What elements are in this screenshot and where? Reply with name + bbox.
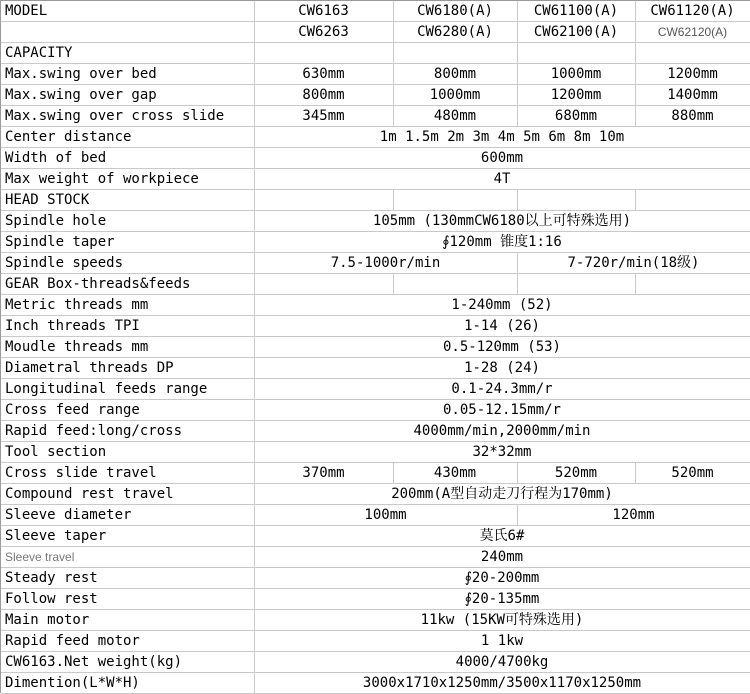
row-value: 370mm [254, 463, 393, 484]
model-cw6180a: CW6180(A) [393, 1, 517, 22]
empty-cell [393, 190, 517, 211]
row-value: 3000x1710x1250mm/3500x1170x1250mm [254, 673, 750, 694]
row-label: Max.swing over cross slide [1, 106, 254, 127]
row-value: 1m 1.5m 2m 3m 4m 5m 6m 8m 10m [254, 127, 750, 148]
empty-cell [393, 43, 517, 64]
row-value: ∮20-135mm [254, 589, 750, 610]
section-capacity: CAPACITY [1, 43, 254, 64]
row-value: 0.05-12.15mm/r [254, 400, 750, 421]
row-label: Max.swing over bed [1, 64, 254, 85]
table-row [1, 64, 750, 85]
row-value: 1-14 (26) [254, 316, 750, 337]
table-row [1, 652, 750, 673]
row-value: 430mm [393, 463, 517, 484]
row-value: 1-240mm (52) [254, 295, 750, 316]
empty-cell [1, 22, 254, 43]
row-label: Metric threads mm [1, 295, 254, 316]
row-value: 11kw (15KW可特殊选用) [254, 610, 750, 631]
empty-cell [393, 274, 517, 295]
row-value: 1-28 (24) [254, 358, 750, 379]
row-label: Center distance [1, 127, 254, 148]
empty-cell [635, 43, 750, 64]
table-row [1, 589, 750, 610]
row-label: Main motor [1, 610, 254, 631]
table-row [1, 484, 750, 505]
table-row [1, 148, 750, 169]
row-label: Sleeve diameter [1, 505, 254, 526]
row-label: Follow rest [1, 589, 254, 610]
row-value: 240mm [254, 547, 750, 568]
table-row [1, 106, 750, 127]
model-cw62100a: CW62100(A) [517, 22, 635, 43]
row-label: Sleeve travel [1, 547, 254, 568]
row-value: 32*32mm [254, 442, 750, 463]
model-cw6163: CW6163 [254, 1, 393, 22]
row-value: 0.5-120mm (53) [254, 337, 750, 358]
table-row [1, 211, 750, 232]
row-value: 880mm [635, 106, 750, 127]
table-row [1, 127, 750, 148]
table-row [1, 442, 750, 463]
row-label: Tool section [1, 442, 254, 463]
model-label: MODEL [1, 1, 254, 22]
table-row [1, 610, 750, 631]
empty-cell [254, 190, 393, 211]
row-value: 0.1-24.3mm/r [254, 379, 750, 400]
row-value: 200mm(A型自动走刀行程为170mm) [254, 484, 750, 505]
row-value: ∮20-200mm [254, 568, 750, 589]
header-row-2 [1, 22, 750, 43]
row-label: Diametral threads DP [1, 358, 254, 379]
section-row [1, 274, 750, 295]
row-value: 345mm [254, 106, 393, 127]
row-value: 800mm [254, 85, 393, 106]
row-label: Dimention(L*W*H) [1, 673, 254, 694]
row-value: 1400mm [635, 85, 750, 106]
table-row [1, 526, 750, 547]
table-row [1, 358, 750, 379]
empty-cell [254, 274, 393, 295]
table-row [1, 85, 750, 106]
row-label: CW6163.Net weight(kg) [1, 652, 254, 673]
table-row [1, 631, 750, 652]
table-row [1, 316, 750, 337]
table-row [1, 253, 750, 274]
row-value: 4T [254, 169, 750, 190]
model-cw6280a: CW6280(A) [393, 22, 517, 43]
empty-cell [635, 190, 750, 211]
row-value: 120mm [517, 505, 750, 526]
table-row [1, 295, 750, 316]
table-row [1, 505, 750, 526]
row-value: 800mm [393, 64, 517, 85]
row-label: Width of bed [1, 148, 254, 169]
row-label: Max.swing over gap [1, 85, 254, 106]
empty-cell [517, 43, 635, 64]
row-value: 1000mm [393, 85, 517, 106]
row-value: 100mm [254, 505, 517, 526]
row-label: Longitudinal feeds range [1, 379, 254, 400]
row-value: 7-720r/min(18级) [517, 253, 750, 274]
row-label: Sleeve taper [1, 526, 254, 547]
empty-cell [517, 274, 635, 295]
empty-cell [635, 274, 750, 295]
row-value: 600mm [254, 148, 750, 169]
row-label: Moudle threads mm [1, 337, 254, 358]
section-head-stock: HEAD STOCK [1, 190, 254, 211]
empty-cell [254, 43, 393, 64]
row-value: 630mm [254, 64, 393, 85]
table-row [1, 232, 750, 253]
row-label: Rapid feed:long/cross [1, 421, 254, 442]
row-value: 莫氏6# [254, 526, 750, 547]
section-row [1, 190, 750, 211]
row-value: 480mm [393, 106, 517, 127]
row-label: Cross feed range [1, 400, 254, 421]
model-cw6263: CW6263 [254, 22, 393, 43]
row-value: 1200mm [635, 64, 750, 85]
row-label: Compound rest travel [1, 484, 254, 505]
model-cw61120a: CW61120(A) [635, 1, 750, 22]
lathe-spec-table [1, 1, 750, 694]
row-value: 7.5-1000r/min [254, 253, 517, 274]
section-row [1, 43, 750, 64]
row-label: Spindle taper [1, 232, 254, 253]
row-label: Spindle speeds [1, 253, 254, 274]
row-value: 1 1kw [254, 631, 750, 652]
table-row [1, 379, 750, 400]
model-cw62120a: CW62120(A) [635, 22, 750, 43]
row-value: 680mm [517, 106, 635, 127]
table-row [1, 421, 750, 442]
table-row [1, 673, 750, 694]
row-label: Rapid feed motor [1, 631, 254, 652]
table-row [1, 463, 750, 484]
row-value: 1200mm [517, 85, 635, 106]
table-row [1, 337, 750, 358]
row-value: 4000/4700kg [254, 652, 750, 673]
section-gear-box: GEAR Box-threads&feeds [1, 274, 254, 295]
row-label: Spindle hole [1, 211, 254, 232]
row-label: Max weight of workpiece [1, 169, 254, 190]
row-value: 520mm [517, 463, 635, 484]
table-row [1, 568, 750, 589]
table-row [1, 169, 750, 190]
row-label: Cross slide travel [1, 463, 254, 484]
row-value: 1000mm [517, 64, 635, 85]
header-row-1 [1, 1, 750, 22]
table-row [1, 400, 750, 421]
empty-cell [517, 190, 635, 211]
table-row [1, 547, 750, 568]
model-cw61100a: CW61100(A) [517, 1, 635, 22]
row-value: 4000mm/min,2000mm/min [254, 421, 750, 442]
row-label: Inch threads TPI [1, 316, 254, 337]
row-label: Steady rest [1, 568, 254, 589]
row-value: 520mm [635, 463, 750, 484]
row-value: 105mm (130mmCW6180以上可特殊选用) [254, 211, 750, 232]
row-value: ∮120mm 锥度1:16 [254, 232, 750, 253]
